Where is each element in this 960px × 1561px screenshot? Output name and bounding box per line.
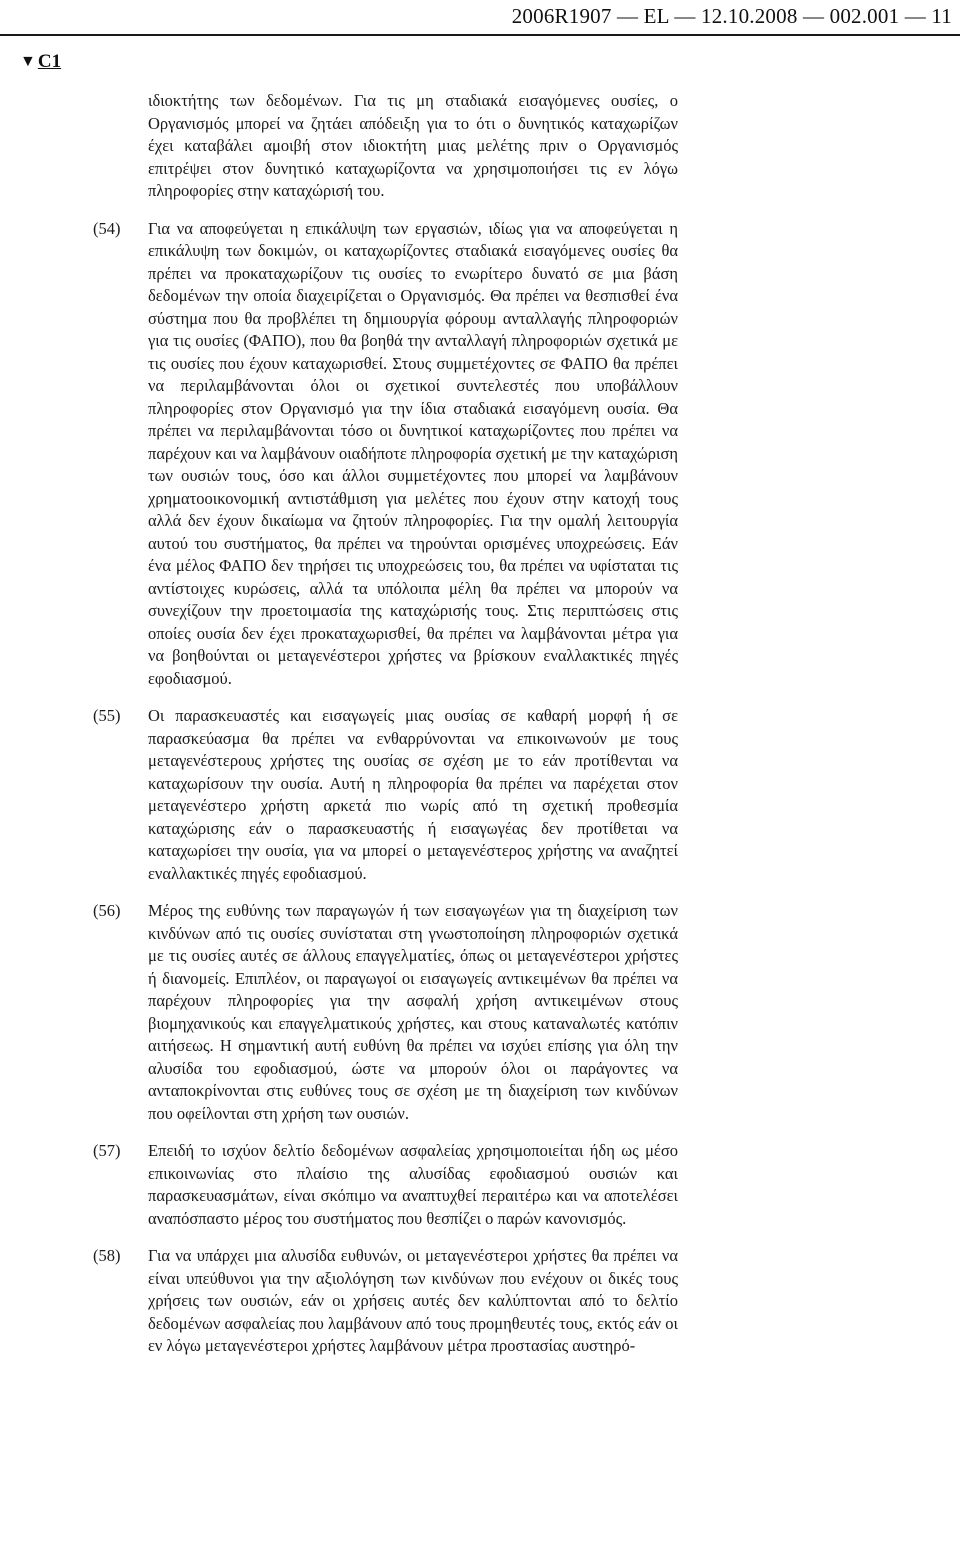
recital-text: Για να υπάρχει μια αλυσίδα ευθυνών, οι μεταγενέστεροι χρήστες θα πρέπει να είναι υπεύθυνοι για την αξιολόγηση των κινδύνων που ενέχουν οι δικές τους χρήσεις των ουσιών, εάν οι χρήσεις αυτές δεν καλύπτονται από το δελτίο δεδομένων ασφαλείας που λαμβάνουν από τους προμηθευτές τους, εκτός εάν οι εν λόγω μεταγενέστεροι χρήστες λαμβάνουν μέτρα προστασίας αυστηρό- xyxy=(148,1246,678,1355)
recital-text: Επειδή το ισχύον δελτίο δεδομένων ασφαλείας χρησιμοποιείται ήδη ως μέσο επικοινωνίας στο πλαίσιο της αλυσίδας εφοδιασμού ουσιών και παρασκευασμάτων, είναι σκόπιμο να αναπτυχθεί περαιτέρω και να αποτελέσει αναπόσπαστο μέρος του συστήματος που θεσπίζει ο παρών κανονισμός. xyxy=(148,1141,678,1228)
amendment-code: C1 xyxy=(37,51,62,72)
recital-54 xyxy=(93,218,678,691)
recital-number: (57) xyxy=(93,1141,121,1160)
triangle-down-icon: ▼ xyxy=(20,53,36,70)
recital-text: Μέρος της ευθύνης των παραγωγών ή των εισαγωγέων για τη διαχείριση των κινδύνων από τις ουσίες συνίσταται στη γνωστοποίηση πληροφοριών σχετικά με τις ουσίες αυτές σε άλλους επαγγελματίες, όπως οι μεταγενέστεροι χρήστες ή διανομείς. Επιπλέον, οι παραγωγοί οι εισαγωγείς αντικειμένων θα πρέπει να παρέχουν πληροφορίες για την ασφαλή χρήση αντικειμένων στους βιομηχανικούς και επαγγελματικούς χρήστες, και στους καταναλωτές κατόπιν αιτήσεως. Η σημαντική αυτή ευθύνη θα πρέπει να ισχύει επίσης για όλη την αλυσίδα του εφοδιασμού, ώστε να μπορούν όλοι οι παράγοντες να ανταποκρίνονται στις ευθύνες τους σε σχέση με τη διαχείριση των κινδύνων που οφείλονται στη χρήση των ουσιών. xyxy=(148,901,678,1123)
recital-number: (56) xyxy=(93,901,121,920)
continuation-paragraph: ιδιοκτήτης των δεδομένων. Για τις μη σταδιακά εισαγόμενες ουσίες, ο Οργανισμός μπορεί να ζητάει απόδειξη για το ότι ο δυνητικός καταχωρίζων έχει καταβάλει αμοιβή στον ιδιοκτήτη μιας μελέτης πριν ο Οργανισμός επιτρέψει στον δυνητικό καταχωρίζοντα να χρησιμοποιήσει τις εν λόγω πληροφορίες στην καταχώρισή του. xyxy=(148,91,678,200)
recital-number: (55) xyxy=(93,706,121,725)
recital-number: (58) xyxy=(93,1246,121,1265)
document-body xyxy=(93,90,678,1358)
recital-number: (54) xyxy=(93,218,121,238)
amendment-marker xyxy=(20,51,61,73)
recital-text: Οι παρασκευαστές και εισαγωγείς μιας ουσίας σε καθαρή μορφή ή σε παρασκεύασμα θα πρέπει να ενθαρρύνονται να επικοινωνούν με τους μεταγενέστερους χρήστες της ουσίας σε σχέση με το εάν προτίθενται να καταχωρίσουν την ουσία. Αυτή η πληροφορία θα πρέπει να παρέχεται στον μεταγενέστερο χρήστη αρκετά πιο νωρίς από τη σχετική προθεσμία καταχώρισης εάν ο παρασκευαστής ή εισαγωγέας δεν προτίθεται να καταχωρίσει την ουσία, για να μπορεί ο μεταγενέστερος χρήστης να αναζητεί εναλλακτικές πηγές εφοδιασμού. xyxy=(148,706,678,883)
recital-57 xyxy=(93,1140,678,1230)
recital-55 xyxy=(93,705,678,885)
running-title: 2006R1907 — EL — 12.10.2008 — 002.001 — 11 xyxy=(511,4,952,28)
recital-58 xyxy=(93,1245,678,1358)
recital-56 xyxy=(93,900,678,1125)
running-header xyxy=(0,0,960,36)
recital-text: Για να αποφεύγεται η επικάλυψη των εργασιών, ιδίως για να αποφεύγεται η επικάλυψη των δοκιμών, οι καταχωρίζοντες σταδιακά εισαγόμενες ουσίες θα πρέπει να προκαταχωρίζουν τις ουσίες το ενωρίτερο δυνατό σε μια βάση δεδομένων την οποία διαχειρίζεται ο Οργανισμός. Θα πρέπει να θεσπισθεί ένα σύστημα που θα προβλέπει τη δημιουργία φόρουμ ανταλλαγής πληροφοριών για τις ουσίες (ΦΑΠΟ), που θα βοηθά την ανταλλαγή πληροφοριών σχετικά με τις ουσίες που έχουν καταχωρισθεί. Στους συμμετέχοντες σε ΦΑΠΟ θα πρέπει να περιλαμβάνονται όλοι οι σχετικοί συντελεστές που υποβάλλουν πληροφορίες στον Οργανισμό για την ίδια σταδιακά εισαγόμενη ουσία. Θα πρέπει να περιλαμβάνονται τόσο οι δυνητικοί καταχωρίζοντες που πρέπει να παρέχουν και να λαμβάνουν οιαδήποτε πληροφορία σχετική με την καταχώριση των ουσιών τους, όσο και άλλοι συμμετέχοντες που μπορεί να λαμβάνουν χρηματοοικονομική αντιστάθμιση για μελέτες που έχουν στην κατοχή τους αλλά δεν έχουν δικαίωμα να ζητούν πληροφορίες. Για την ομαλή λειτουργία αυτού του συστήματος, θα πρέπει να τηρούνται ορισμένες υποχρεώσεις. Εάν ένα μέλος ΦΑΠΟ δεν τηρήσει τις υποχρεώσεις του, θα πρέπει να υφίσταται τις αντίστοιχες κυρώσεις, αλλά τα υπόλοιπα μέλη θα πρέπει να μπορούν να συνεχίζουν την προετοιμασία της καταχώρισής τους. Στις περιπτώσεις στις οποίες ουσία δεν έχει προκαταχωρισθεί, θα πρέπει να λαμβάνονται μέτρα για να βοηθούνται οι μεταγενέστεροι χρήστες να βρίσκουν εναλλακτικές πηγές εφοδιασμού. xyxy=(148,218,678,688)
